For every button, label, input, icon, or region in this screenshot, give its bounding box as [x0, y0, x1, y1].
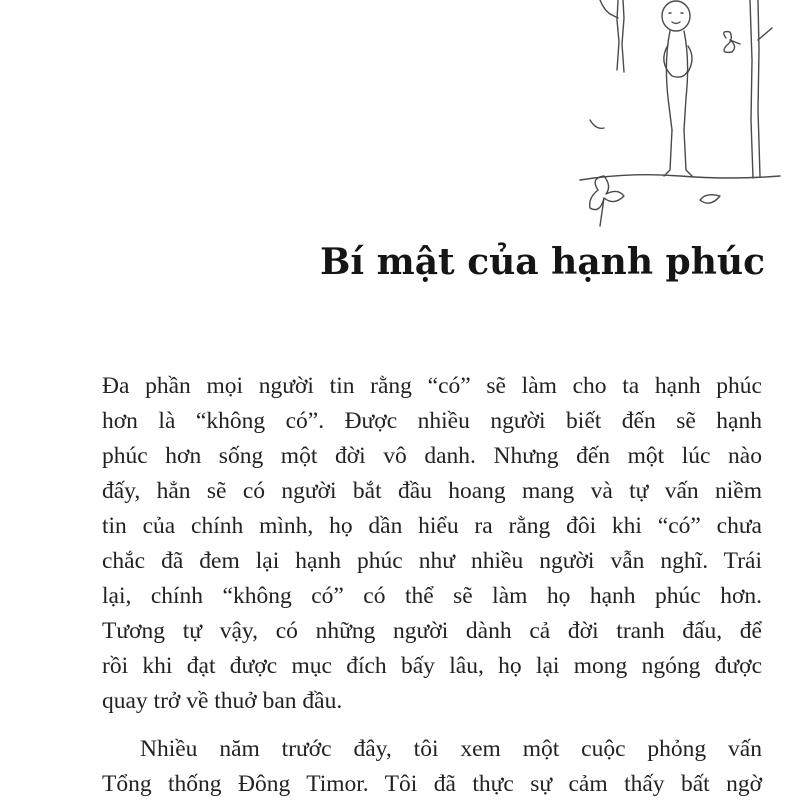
- text-line: lại, chính “không có” có thể sẽ làm họ hạnh phúc hơn.: [102, 583, 762, 609]
- text-line: tin của chính mình, họ dần hiểu ra rằng đôi khi “có” chưa: [102, 513, 762, 539]
- text-line: rồi khi đạt được mục đích bấy lâu, họ lại mong ngóng được: [102, 653, 762, 679]
- chapter-title: Bí mật của hạnh phúc: [320, 241, 765, 283]
- text-line: Tổng thống Đông Timor. Tôi đã thực sự cảm thấy bất ngờ: [102, 771, 762, 797]
- text-line: quay trở về thuở ban đầu.: [102, 688, 343, 714]
- text-line: đấy, hẳn sẽ có người bắt đầu hoang mang và tự vấn niềm: [102, 478, 762, 504]
- text-line: phúc hơn sống một đời vô danh. Nhưng đến một lúc nào: [102, 443, 762, 469]
- text-line: Đa phần mọi người tin rằng “có” sẽ làm cho ta hạnh phúc: [102, 373, 762, 399]
- text-line: chắc đã đem lại hạnh phúc như nhiều người vẫn nghĩ. Trái: [102, 548, 762, 574]
- paragraph: [102, 369, 762, 719]
- text-line: Nhiều năm trước đây, tôi xem một cuộc phỏng vấn: [140, 736, 762, 762]
- stick-figure-sketch-icon: [560, 0, 800, 240]
- paragraph: [102, 732, 762, 800]
- text-line: hơn là “không có”. Được nhiều người biết đến sẽ hạnh: [102, 408, 762, 434]
- body-text: [102, 369, 762, 800]
- text-line: Tương tự vậy, có những người dành cả đời tranh đấu, để: [102, 618, 762, 644]
- paragraph-spacer: [102, 719, 762, 732]
